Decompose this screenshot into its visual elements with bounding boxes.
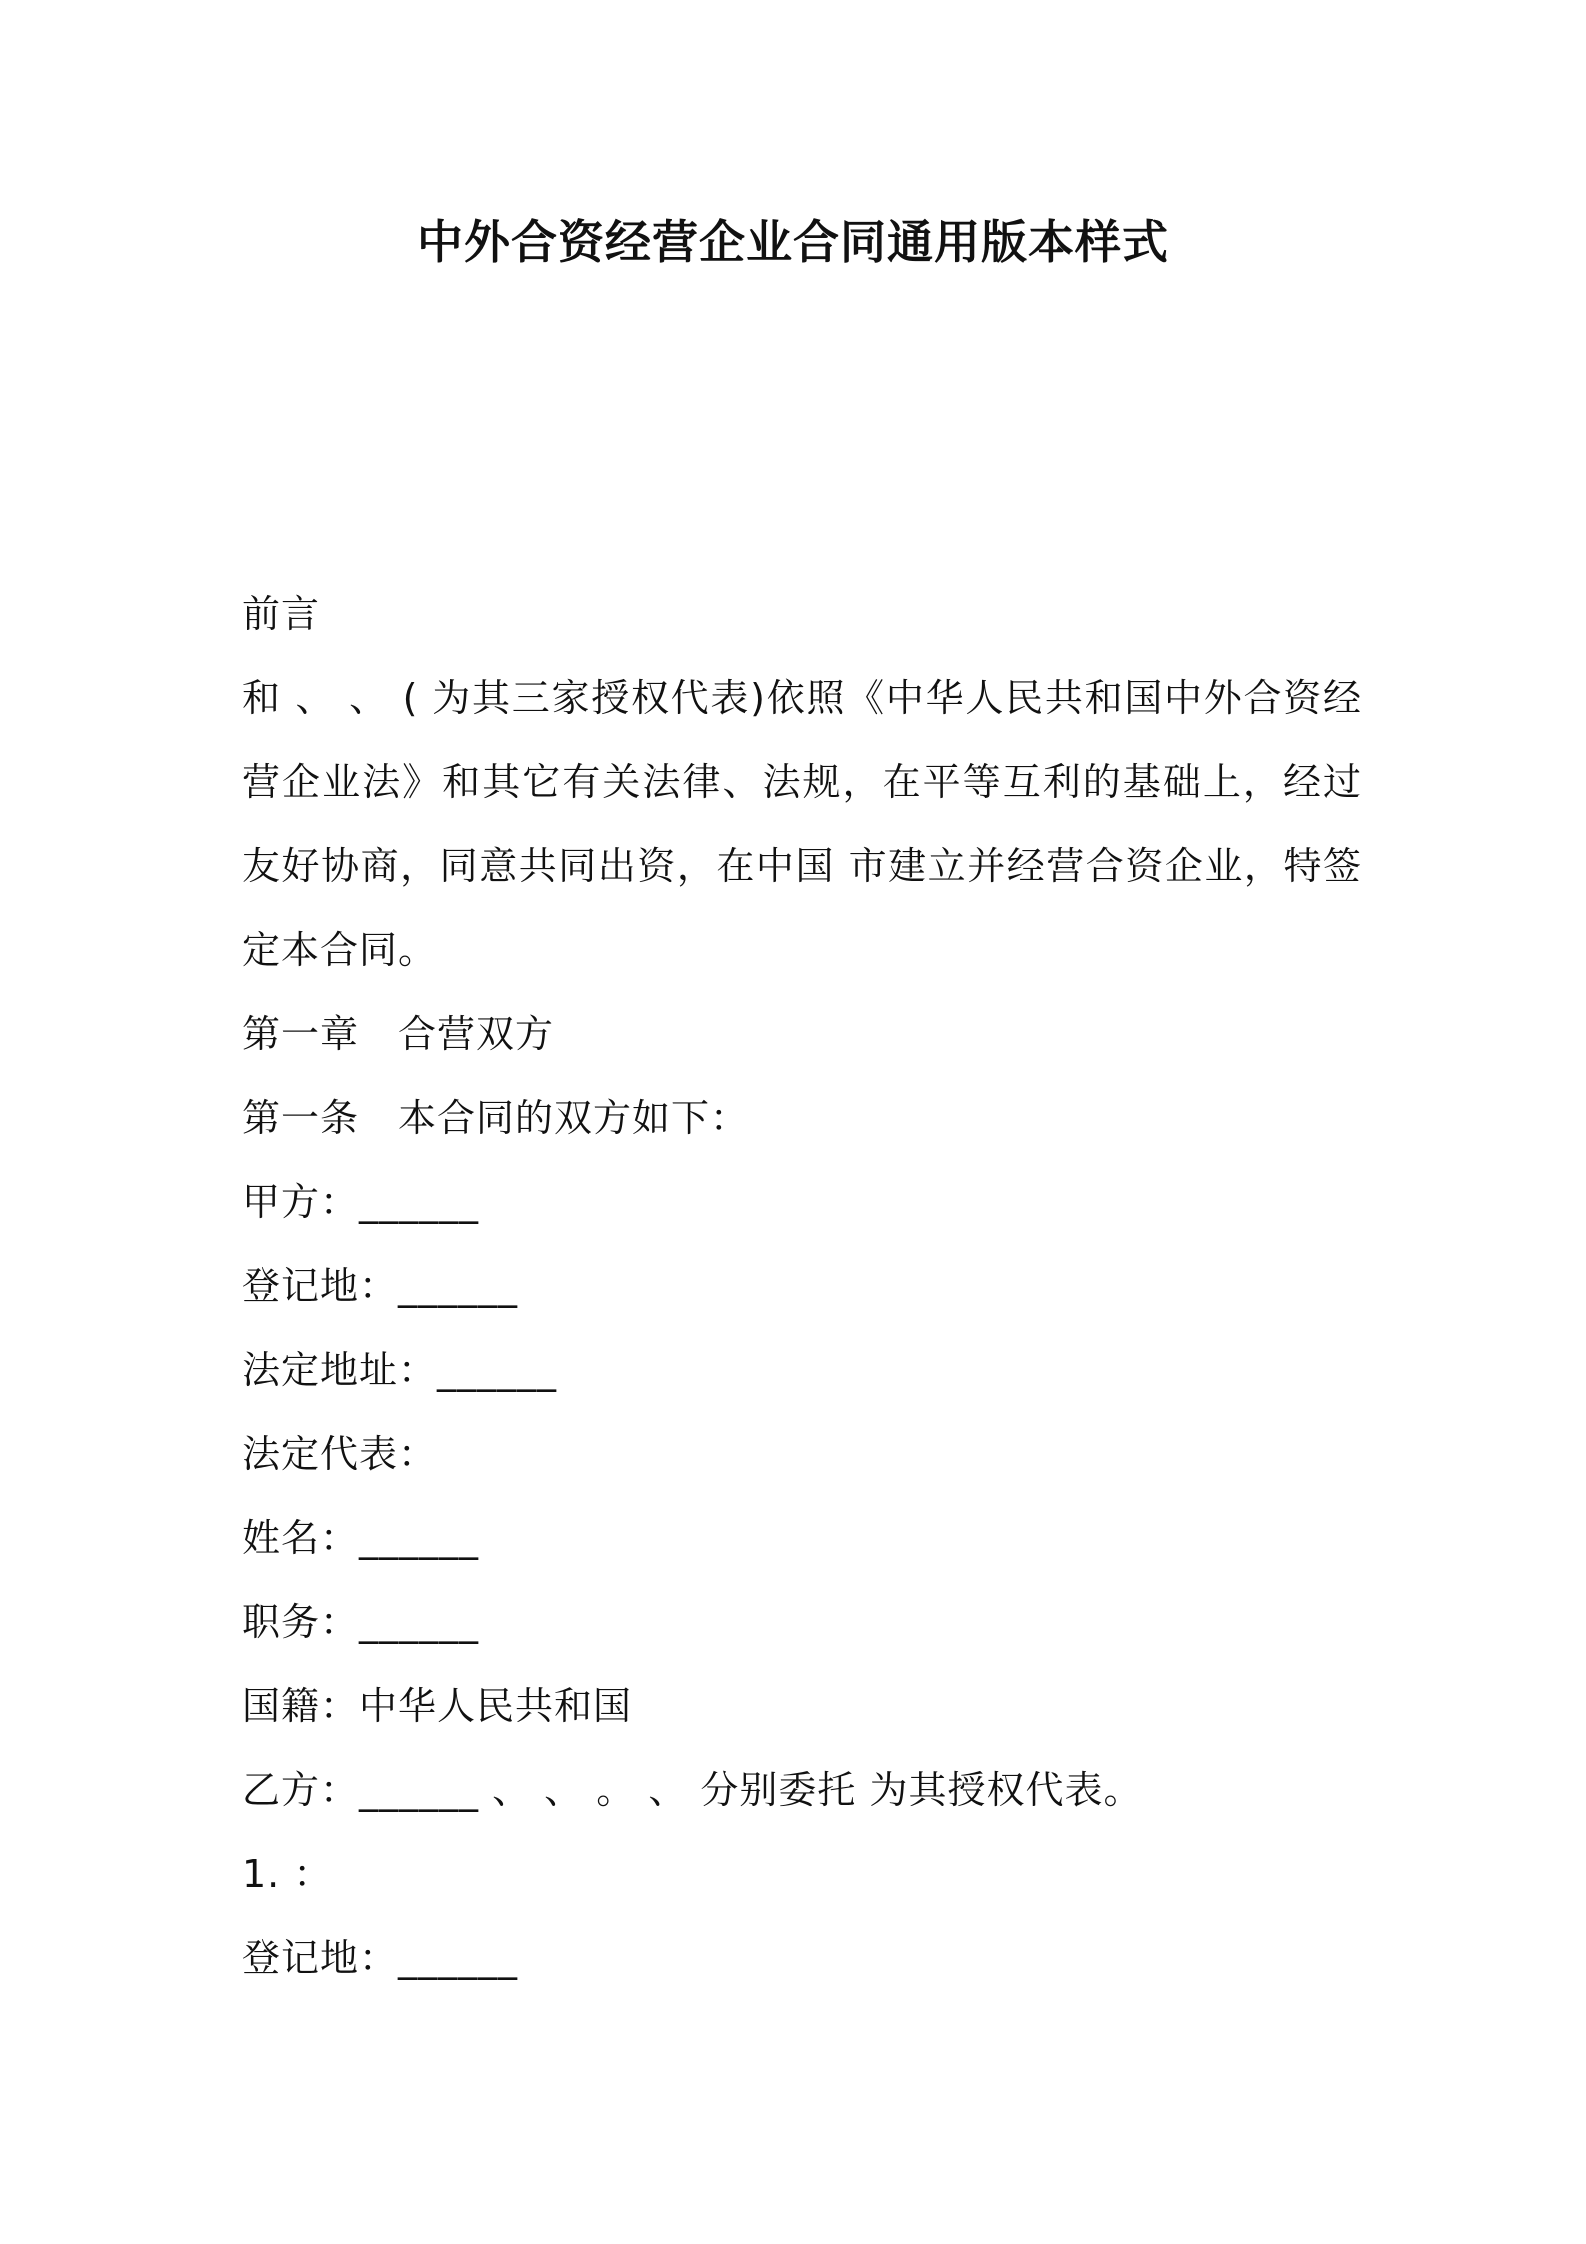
legal-representative-label: 法定代表： (242, 1432, 438, 1476)
registration-place-field: 登记地：______ (242, 1264, 519, 1308)
name-field: 姓名：______ (242, 1516, 480, 1560)
preamble-paragraph: 和 、 、 ( 为其三家授权代表)依照《中华人民共和国中外合资经营企业法》和其它有关法律、法规，在平等互利的基础上，经过友好协商，同意共同出资，在中国 市建立并经营合资企业，特签定本合同。 (242, 676, 1362, 972)
registration-place-field-2: 登记地：______ (242, 1936, 519, 1980)
preface-heading: 前言 (242, 592, 321, 636)
party-b-field: 乙方：______ 、 、 。 、 分别委托 为其授权代表。 (242, 1768, 1143, 1812)
document-title: 中外合资经营企业合同通用版本样式 (417, 215, 1169, 269)
party-a-field: 甲方：______ (242, 1180, 480, 1224)
chapter-heading: 第一章 合营双方 (242, 1012, 555, 1056)
article-heading: 第一条 本合同的双方如下： (242, 1096, 750, 1140)
document-body (242, 572, 1362, 2000)
nationality-field: 国籍：中华人民共和国 (242, 1684, 633, 1728)
legal-address-field: 法定地址：______ (242, 1348, 558, 1392)
item-one: 1. ： (242, 1852, 333, 1896)
position-field: 职务：______ (242, 1600, 480, 1644)
